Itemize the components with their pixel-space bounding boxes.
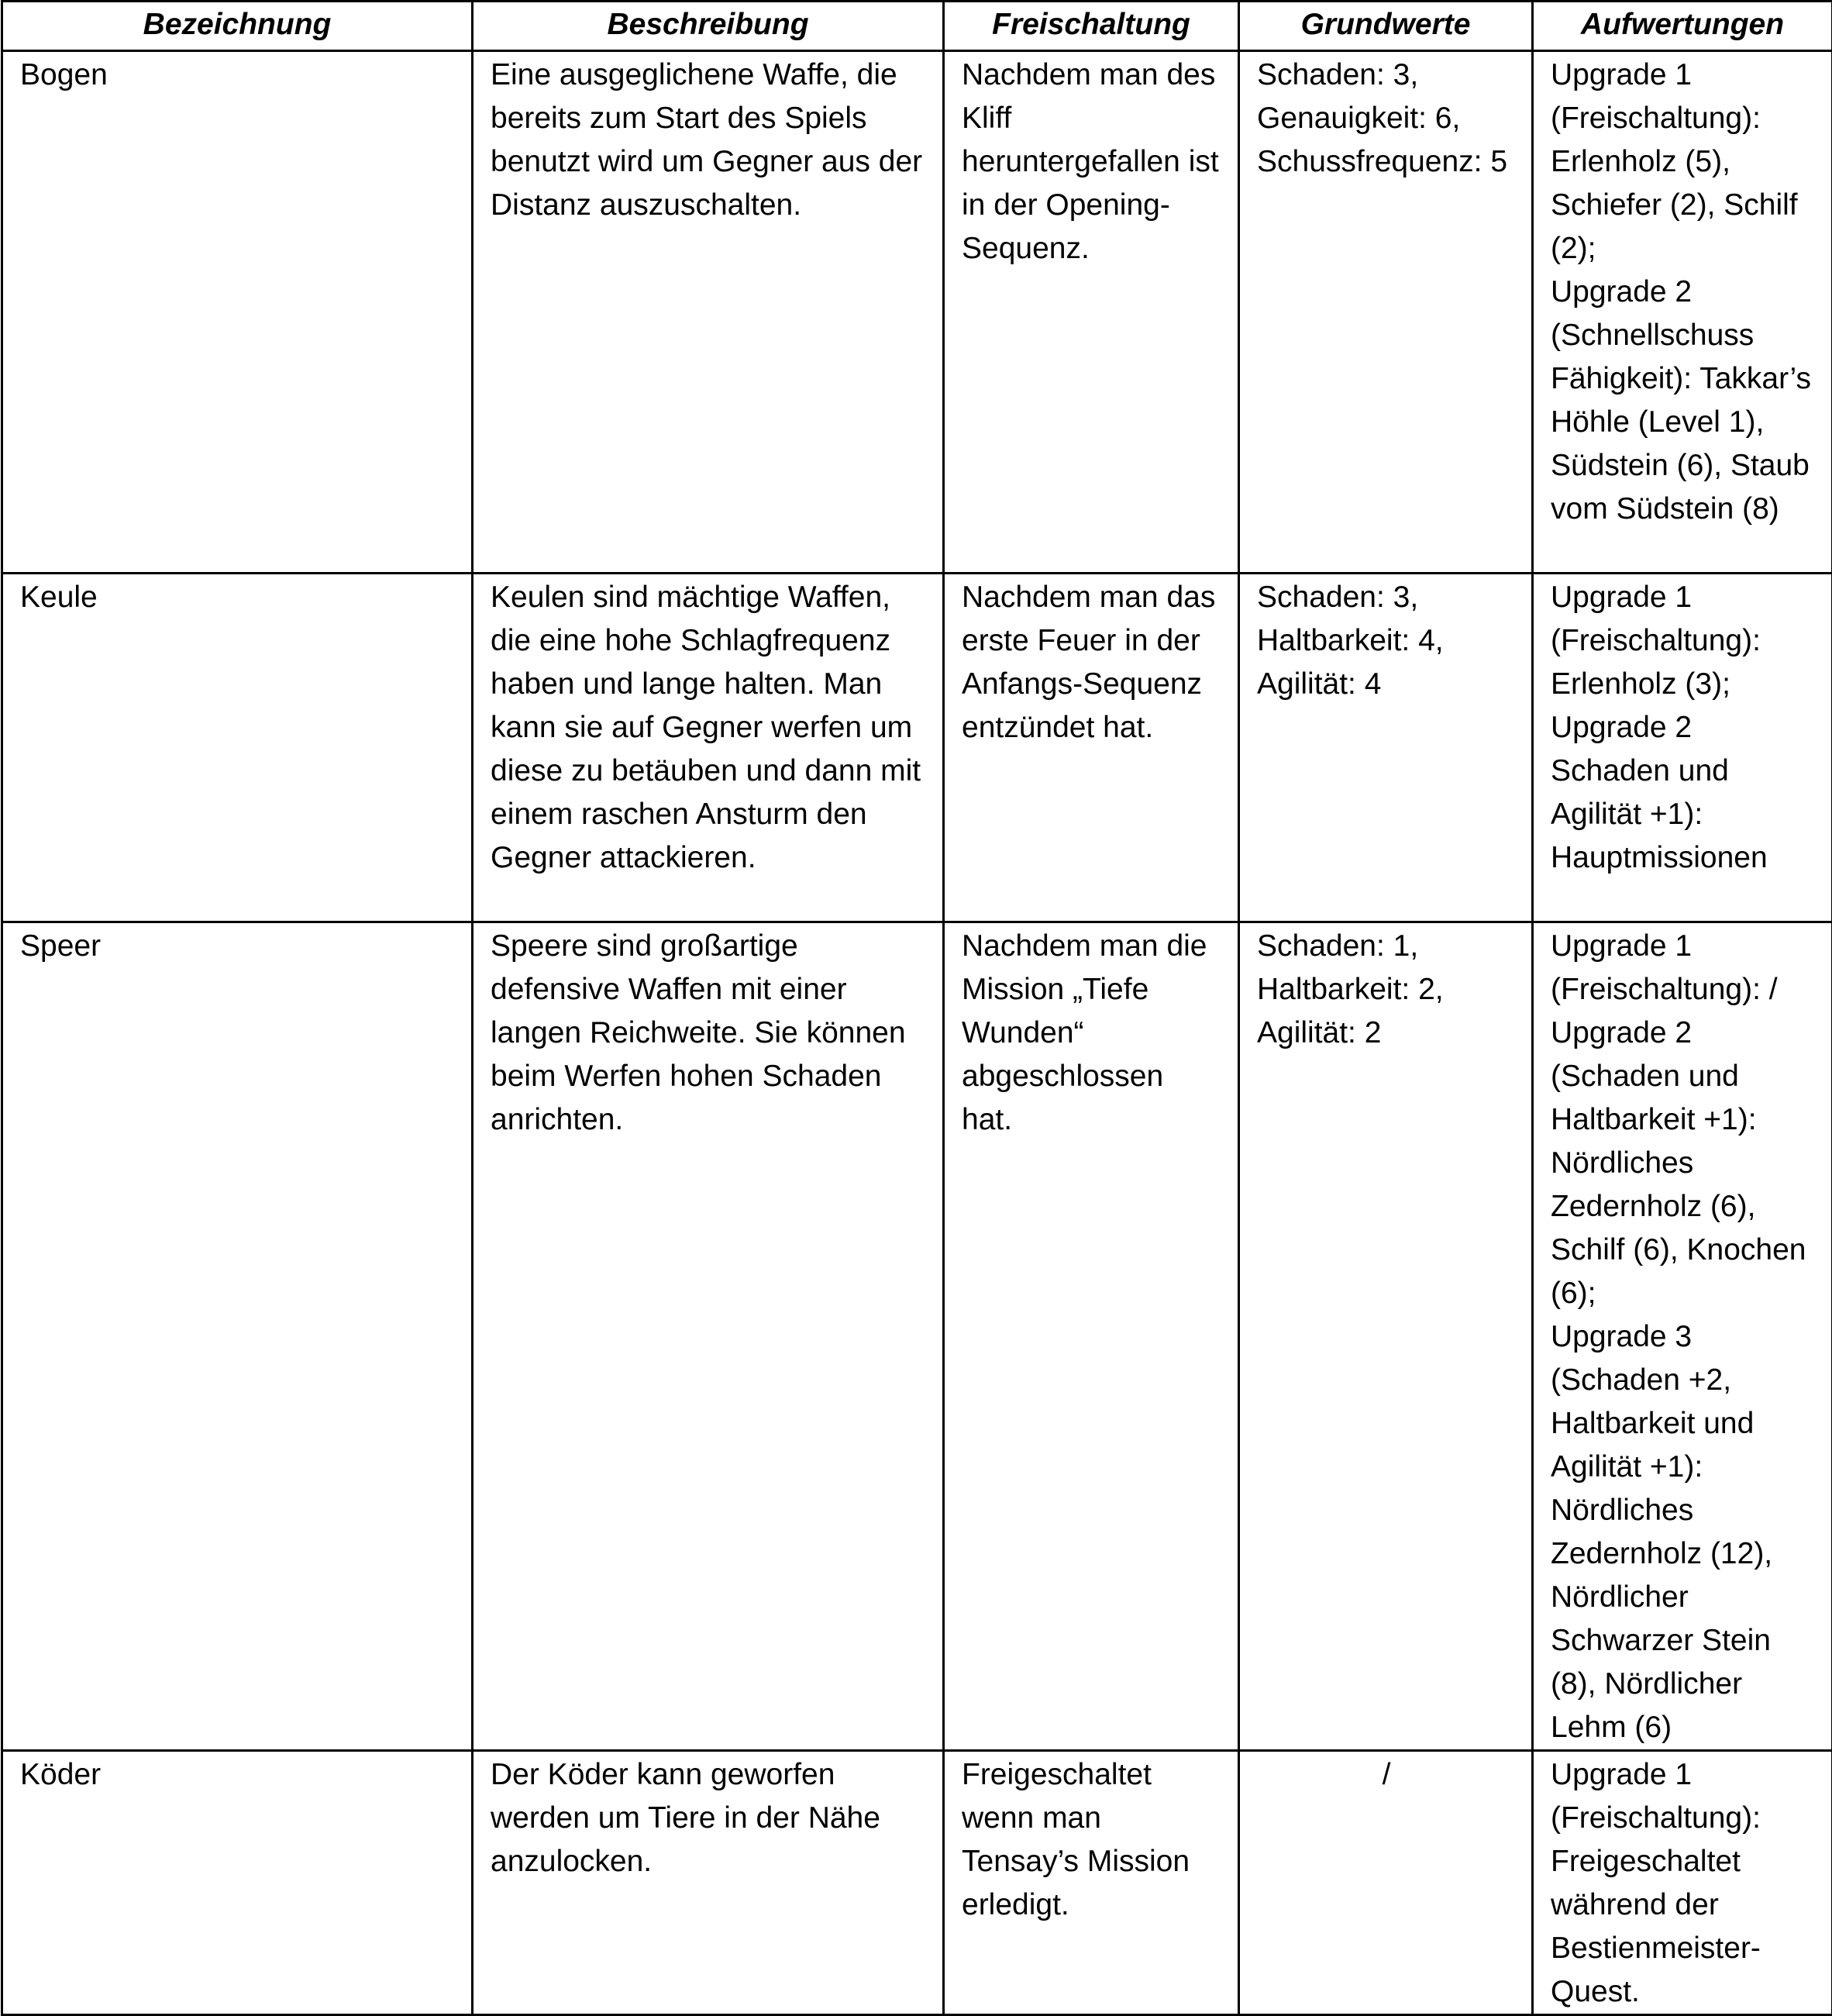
header-row bbox=[2, 2, 1832, 51]
cell-upgrades: Upgrade 1 (Freischaltung): Freigeschaltet während der Bestienmeister-Quest. bbox=[1533, 1751, 1832, 2015]
cell-upgrades: Upgrade 1 (Freischaltung): Erlenholz (3); Upgrade 2 Schaden und Agilität +1): Hauptmissionen bbox=[1533, 574, 1832, 922]
cell-unlock: Nachdem man des Kliff heruntergefallen ist in der Opening-Sequenz. bbox=[944, 51, 1239, 574]
header-description: Beschreibung bbox=[473, 2, 944, 51]
cell-upgrades: Upgrade 1 (Freischaltung): / Upgrade 2 (Schaden und Haltbarkeit +1): Nördliches Zedernholz (6), Schilf (6), Knochen (6); Upgrade 3 (Schaden +2, Haltbarkeit und Agilität +1): Nördliches Zedernholz (12), Nördlicher Schwarzer Stein (8), Nördlicher Lehm (6) bbox=[1533, 922, 1832, 1751]
table-row bbox=[2, 574, 1832, 922]
table-row bbox=[2, 922, 1832, 1751]
header-name: Bezeichnung bbox=[2, 2, 473, 51]
cell-base-values: Schaden: 1, Haltbarkeit: 2, Agilität: 2 bbox=[1239, 922, 1533, 1751]
table-body bbox=[2, 51, 1832, 2015]
cell-name: Keule bbox=[2, 574, 473, 922]
cell-description: Speere sind großartige defensive Waffen mit einer langen Reichweite. Sie können beim Werfen hohen Schaden anrichten. bbox=[473, 922, 944, 1751]
header-unlock: Freischaltung bbox=[944, 2, 1239, 51]
table-row bbox=[2, 51, 1832, 574]
table-header bbox=[2, 2, 1832, 51]
cell-unlock: Freigeschaltet wenn man Tensay’s Mission erledigt. bbox=[944, 1751, 1239, 2015]
header-base-values: Grundwerte bbox=[1239, 2, 1533, 51]
header-upgrades: Aufwertungen bbox=[1533, 2, 1832, 51]
cell-name: Bogen bbox=[2, 51, 473, 574]
cell-description: Keulen sind mächtige Waffen, die eine hohe Schlagfrequenz haben und lange halten. Man kann sie auf Gegner werfen um diese zu betäuben und dann mit einem raschen Ansturm den Gegner attackieren. bbox=[473, 574, 944, 922]
cell-description: Der Köder kann geworfen werden um Tiere in der Nähe anzulocken. bbox=[473, 1751, 944, 2015]
cell-base-values: / bbox=[1239, 1751, 1533, 2015]
cell-base-values: Schaden: 3, Genauigkeit: 6, Schussfrequenz: 5 bbox=[1239, 51, 1533, 574]
cell-description: Eine ausgeglichene Waffe, die bereits zum Start des Spiels benutzt wird um Gegner aus der Distanz auszuschalten. bbox=[473, 51, 944, 574]
weapons-table bbox=[1, 0, 1832, 2016]
cell-name: Speer bbox=[2, 922, 473, 1751]
cell-base-values: Schaden: 3, Haltbarkeit: 4, Agilität: 4 bbox=[1239, 574, 1533, 922]
table-row bbox=[2, 1751, 1832, 2015]
cell-name: Köder bbox=[2, 1751, 473, 2015]
cell-unlock: Nachdem man die Mission „Tiefe Wunden“ abgeschlossen hat. bbox=[944, 922, 1239, 1751]
cell-upgrades: Upgrade 1 (Freischaltung): Erlenholz (5), Schiefer (2), Schilf (2); Upgrade 2 (Schnellschuss Fähigkeit): Takkar’s Höhle (Level 1), Südstein (6), Staub vom Südstein (8) bbox=[1533, 51, 1832, 574]
cell-unlock: Nachdem man das erste Feuer in der Anfangs-Sequenz entzündet hat. bbox=[944, 574, 1239, 922]
